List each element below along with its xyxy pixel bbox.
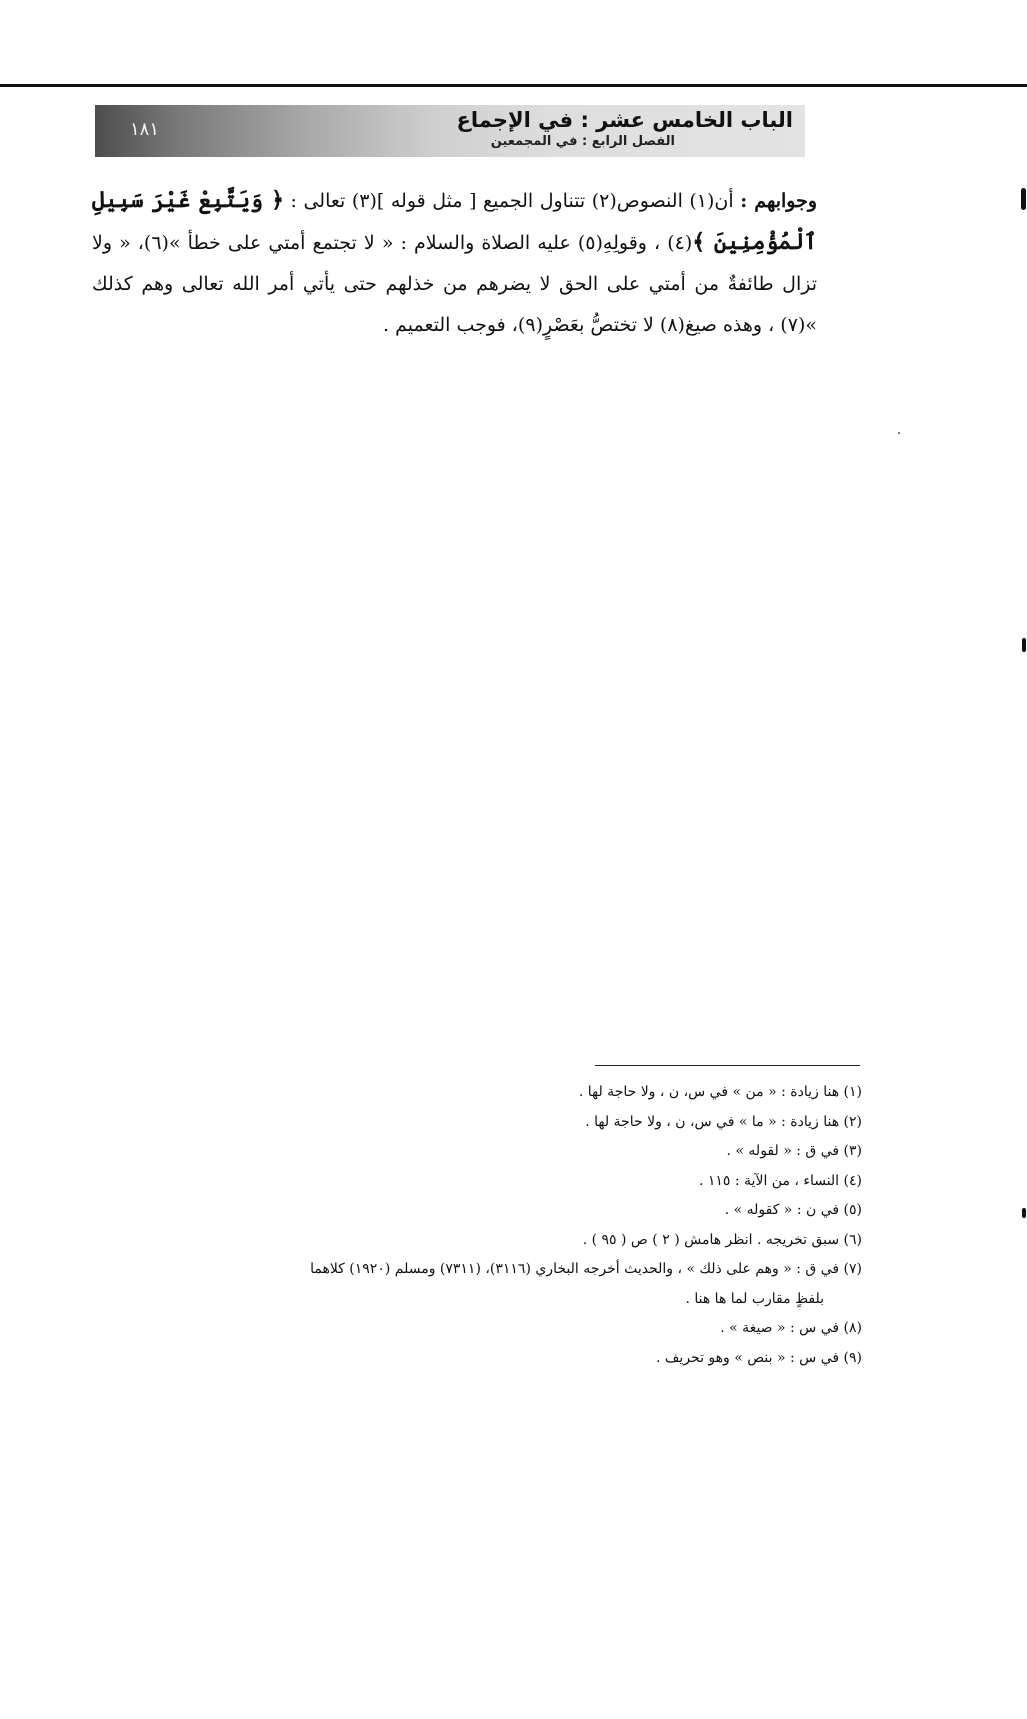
scan-edge-mark	[1021, 188, 1026, 210]
chapter-title: الباب الخامس عشر : في الإجماع	[456, 108, 793, 132]
scan-edge-mark	[1022, 1208, 1026, 1218]
page-number: ١٨١	[130, 119, 160, 140]
footnote-3: (٣) في ق : « لقوله » .	[726, 1143, 862, 1159]
paragraph-text-part-2: (٤) ، وقولِهِ(٥) عليه الصلاة والسلام : « لا تجتمع أمتي على خطأ »(٦)، « ولا تزال طائفةٌ من أمتي على الحق لا يضرهم من خذلهم حتى يأتي أمر الله تعالى وهم كذلك »(٧) ، وهذه صيغ(٨) لا تختصُّ بعَصْرٍ(٩)، فوجب التعميم .	[92, 232, 817, 336]
answer-lead: وجوابهم :	[740, 190, 818, 212]
section-title: الفصل الرابع : في المجمعين	[490, 134, 675, 149]
top-rule	[0, 84, 1027, 87]
footnote-1: (١) هنا زيادة : « من » في س، ن ، ولا حاجة لها .	[578, 1084, 862, 1100]
footnote-2: (٢) هنا زيادة : « ما » في س، ن ، ولا حاجة لها .	[585, 1113, 862, 1130]
footnote-separator	[595, 1065, 860, 1066]
running-header	[95, 105, 805, 157]
paragraph-text-part-1: أن(١) النصوص(٢) تتناول الجميع [ مثل قوله ](٣) تعالى :	[284, 190, 741, 212]
footnote-7: (٧) في ق : « وهم على ذلك » ، والحديث أخرجه البخاري (٣١١٦)، (٧٣١١) ومسلم (١٩٢٠) كلاهما	[310, 1261, 862, 1277]
footnote-7-continuation: بلفظٍ مقارب لما ها هنا .	[685, 1290, 824, 1307]
quran-verse: ﴿ وَيَتَّبِعْ غَيْرَ سَبِيلِ ٱلْمُؤْمِنِينَ ﴾	[92, 187, 817, 255]
footnote-8: (٨) في س : « صيغة » .	[720, 1320, 862, 1336]
main-paragraph	[92, 180, 817, 346]
scan-speck	[898, 432, 900, 434]
footnotes	[92, 1078, 862, 1373]
footnote-4: (٤) النساء ، من الآية : ١١٥ .	[698, 1172, 862, 1189]
footnote-6: (٦) سبق تخريجه . انظر هامش ( ٢ ) ص ( ٩٥ ) .	[582, 1231, 862, 1248]
scan-edge-mark	[1022, 638, 1026, 652]
footnote-9: (٩) في س : « بنص » وهو تحريف .	[656, 1349, 862, 1366]
footnote-5: (٥) في ن : « كقوله » .	[724, 1202, 862, 1218]
